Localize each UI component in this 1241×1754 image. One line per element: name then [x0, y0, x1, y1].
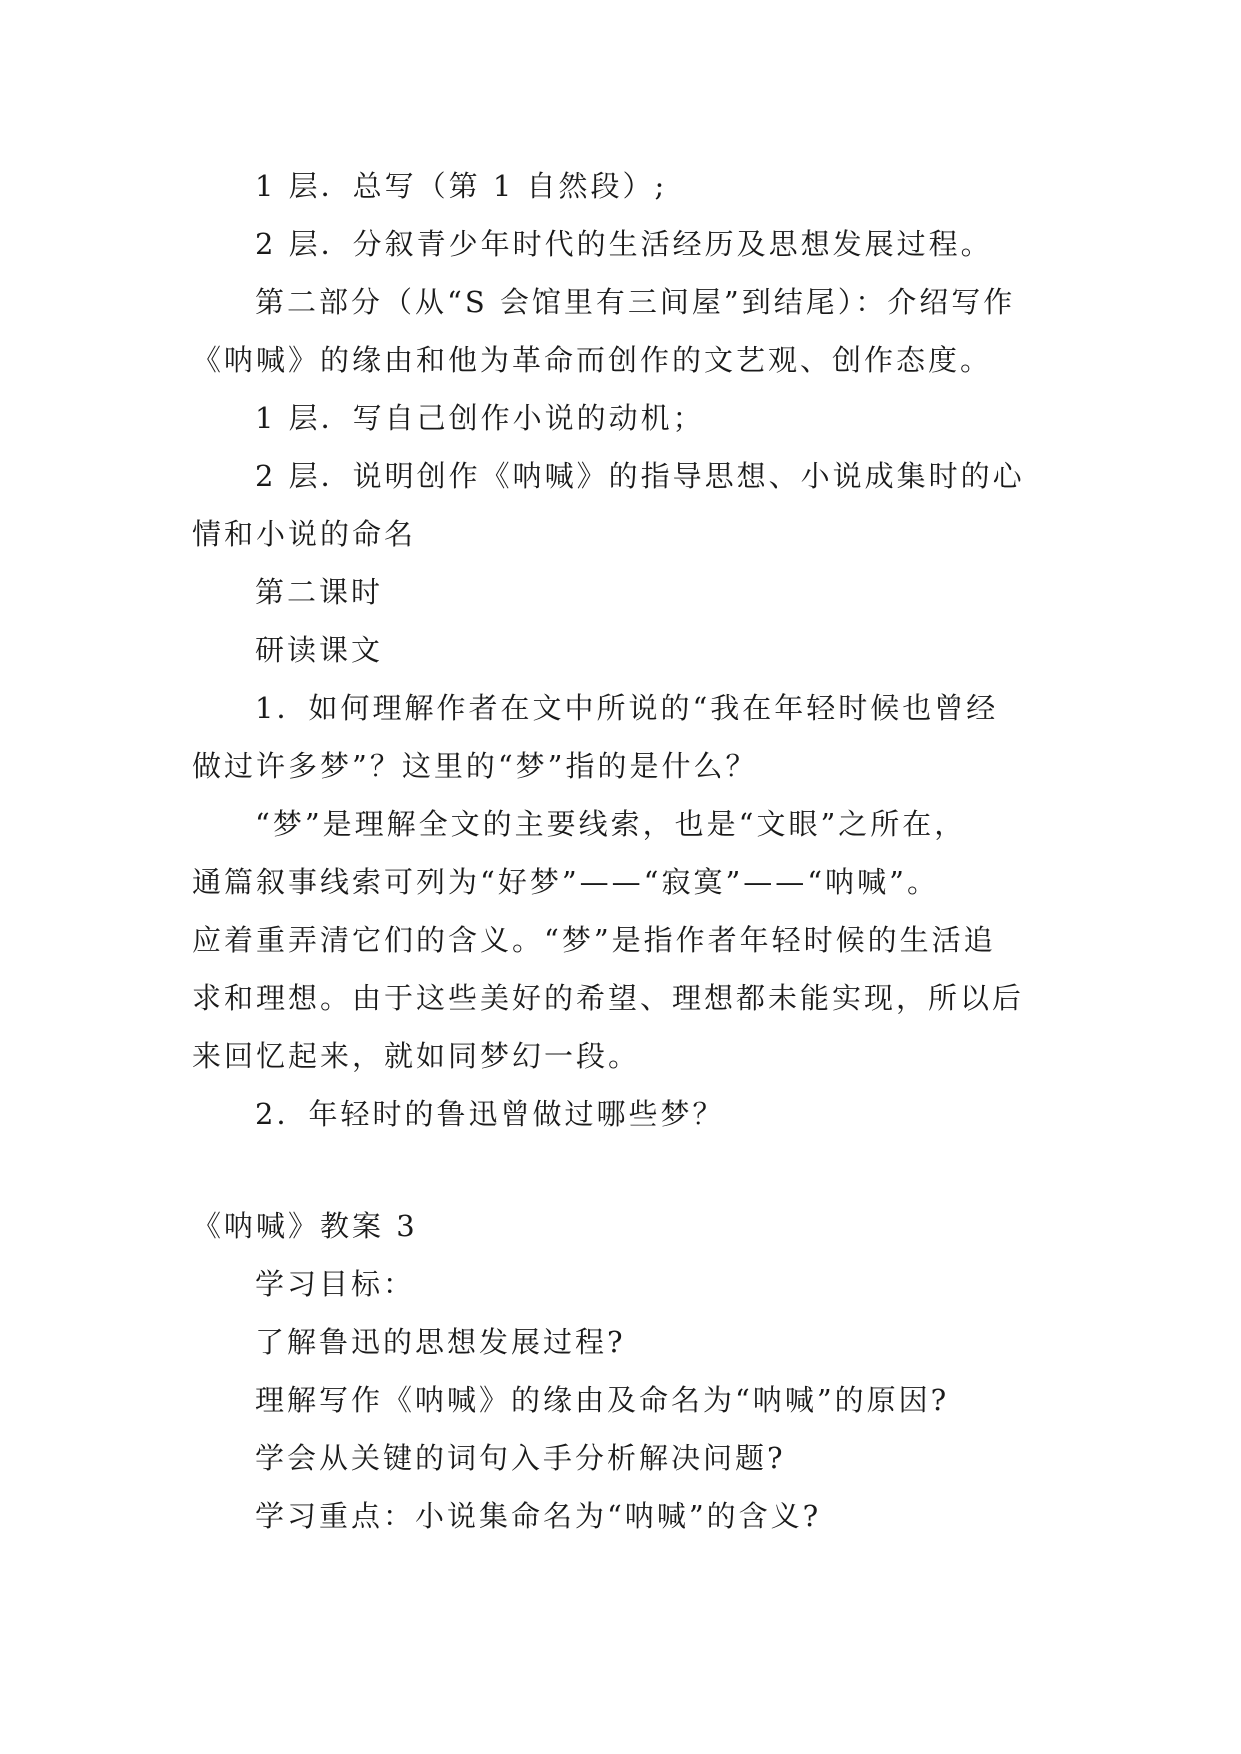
- answer-1-line-1: “梦”是理解全文的主要线索，也是“文眼”之所在，: [255, 807, 967, 841]
- layer-2-narrative: 2 层．分叙青少年时代的生活经历及思想发展过程。: [255, 227, 993, 261]
- learning-focus: 学习重点：小说集命名为“呐喊”的含义?: [255, 1499, 822, 1533]
- learning-objectives-heading: 学习目标：: [255, 1267, 416, 1301]
- part-two-continuation: 《呐喊》的缘由和他为革命而创作的文艺观、创作态度。: [192, 343, 993, 377]
- answer-1-line-2: 通篇叙事线索可列为“好梦”——“寂寞”——“呐喊”。: [192, 865, 939, 899]
- answer-1-line-4: 求和理想。由于这些美好的希望、理想都未能实现，所以后: [192, 981, 1025, 1015]
- second-lesson-heading: 第二课时: [255, 575, 384, 609]
- layer-1-motive: 1 层．写自己创作小说的动机；: [255, 401, 705, 435]
- study-text-heading: 研读课文: [255, 633, 384, 667]
- layer-1-summary: 1 层．总写（第 1 自然段）;: [255, 169, 668, 203]
- answer-1-line-5: 来回忆起来，就如同梦幻一段。: [192, 1039, 641, 1073]
- part-two-heading: 第二部分（从“S 会馆里有三间屋”到结尾）：介绍写作: [255, 285, 1016, 319]
- question-2: 2．年轻时的鲁迅曾做过哪些梦？: [255, 1097, 725, 1131]
- question-1-continuation: 做过许多梦”？这里的“梦”指的是什么？: [192, 749, 758, 783]
- objective-1: 了解鲁迅的思想发展过程?: [255, 1325, 626, 1359]
- objective-3: 学会从关键的词句入手分析解决问题?: [255, 1441, 786, 1475]
- objective-2: 理解写作《呐喊》的缘由及命名为“呐喊”的原因?: [255, 1383, 950, 1417]
- question-1: 1．如何理解作者在文中所说的“我在年轻时候也曾经: [255, 691, 999, 725]
- layer-2-guiding-thought: 2 层．说明创作《呐喊》的指导思想、小说成集时的心: [255, 459, 1025, 493]
- layer-2-continuation: 情和小说的命名: [192, 517, 417, 551]
- answer-1-line-3: 应着重弄清它们的含义。“梦”是指作者年轻时候的生活追: [192, 923, 996, 957]
- lesson-plan-3-title: 《呐喊》教案 3: [192, 1209, 418, 1243]
